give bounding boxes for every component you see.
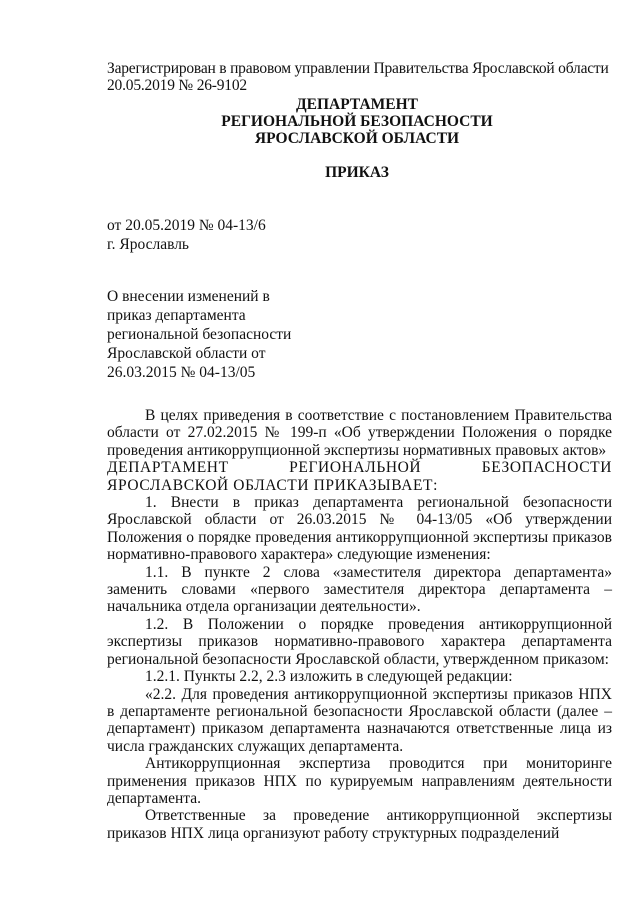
order-city: г. Ярославль <box>107 236 189 253</box>
order-subject <box>107 287 291 382</box>
registration-line-1: Зарегистрирован в правовом управлении Правительства Ярославской области <box>107 60 609 77</box>
item-1-2-1-paragraph: 1.2.1. Пункты 2.2, 2.3 изложить в следующей редакции: <box>145 668 513 686</box>
subject-line-5: 26.03.2015 № 04-13/05 <box>107 364 256 381</box>
order-date-number: от 20.05.2019 № 04-13/6 <box>107 217 266 234</box>
registration-line-2: 20.05.2019 № 26-9102 <box>107 77 247 94</box>
quote-2-2-c-paragraph: Ответственные за проведение антикоррупционной экспертизы приказов НПХ лица организуют работу структурных подразделений <box>107 807 612 842</box>
quote-2-2-paragraph: «2.2. Для проведения антикоррупционной экспертизы приказов НПХ в департаменте региональной безопасности Ярославской области (далее – департамент) приказом департамента назначаются ответственные лица из числа гражданских служащих департамента. <box>107 685 612 755</box>
item-1-paragraph: 1. Внести в приказ департамента региональной безопасности Ярославской области от 26.03.2015 № 04-13/05 «Об утверждении Положения о порядке проведения антикоррупционной экспертизы приказов нормативно-правового характера» следующие изменения: <box>107 494 612 564</box>
orders-paragraph: ДЕПАРТАМЕНТ РЕГИОНАЛЬНОЙ БЕЗОПАСНОСТИ ЯРОСЛАВСКОЙ ОБЛАСТИ ПРИКАЗЫВАЕТ: <box>107 459 612 494</box>
department-heading-line-1: ДЕПАРТАМЕНТ <box>295 96 419 113</box>
item-1-1-paragraph: 1.1. В пункте 2 слова «заместителя директора департамента» заменить словами «первого заместителя директора департамента – начальника отдела организации деятельности». <box>107 563 612 616</box>
item-1-2-paragraph: 1.2. В Положении о порядке проведения антикоррупционной экспертизы приказов нормативно-правового характера департамента региональной безопасности Ярославской области, утвержденном приказом: <box>107 615 612 668</box>
department-heading <box>107 96 607 147</box>
subject-line-3: региональной безопасности <box>107 326 292 343</box>
order-body <box>107 407 612 842</box>
subject-line-2: приказ департамента <box>107 307 246 324</box>
department-heading-line-3: ЯРОСЛАВСКОЙ ОБЛАСТИ <box>254 130 460 147</box>
subject-line-1: О внесении изменений в <box>107 288 270 305</box>
preamble-paragraph: В целях приведения в соответствие с постановлением Правительства области от 27.02.2015 № 199-п «Об утверждении Положения о порядке проведения антикоррупционной экспертизы нормативных правовых актов» <box>107 407 612 459</box>
department-heading-line-2: РЕГИОНАЛЬНОЙ БЕЗОПАСНОСТИ <box>221 113 493 130</box>
registration-note <box>107 60 617 94</box>
order-meta <box>107 216 266 254</box>
document-type-title: ПРИКАЗ <box>325 164 389 181</box>
subject-line-4: Ярославской области от <box>107 345 266 362</box>
quote-2-2-b-paragraph: Антикоррупционная экспертиза проводится при мониторинге применения приказов НПХ по курируемым направлениям деятельности департамента. <box>107 755 612 807</box>
